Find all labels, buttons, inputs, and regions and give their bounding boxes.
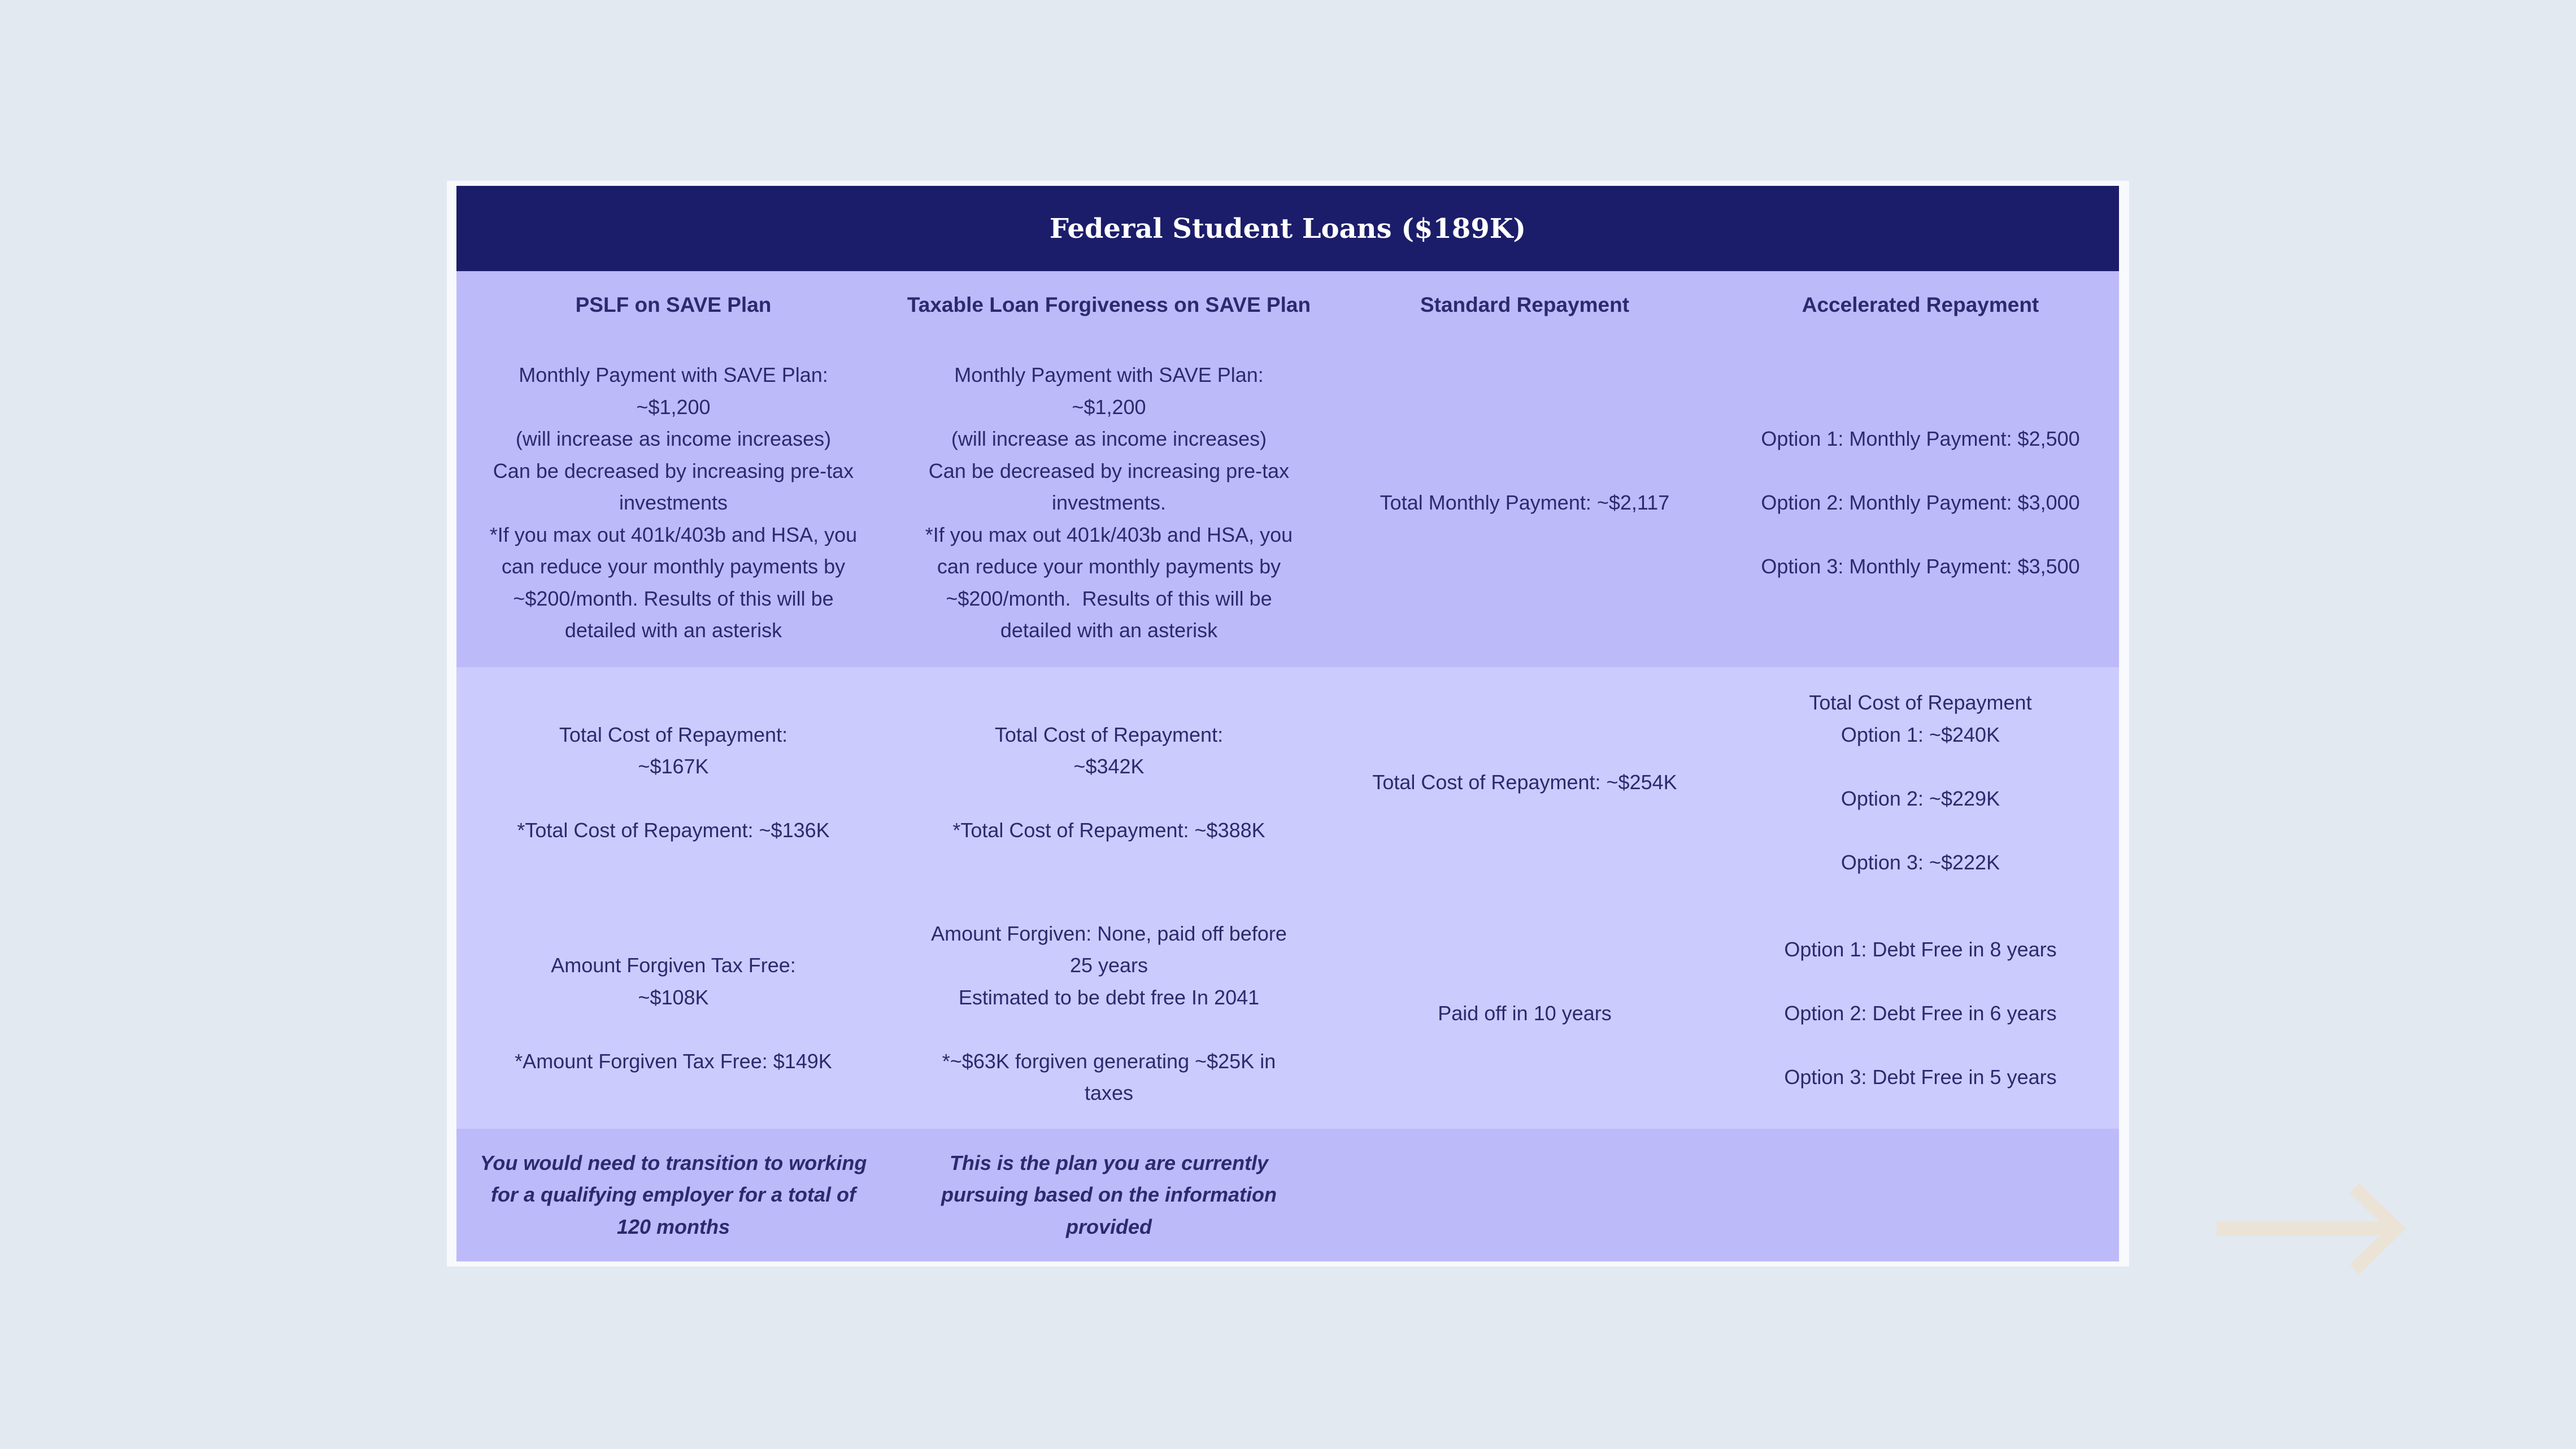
standard-note-cell: [1328, 1129, 1722, 1261]
standard-payoff-cell: Paid off in 10 years: [1438, 1001, 1612, 1025]
arrow-right-icon[interactable]: [2214, 1183, 2407, 1280]
taxable-forgiven-cell: Amount Forgiven: None, paid off before 25 years Estimated to be debt free In 2041 *~$63K forgiven generating ~$25K in taxes: [931, 921, 1287, 1104]
column-header-taxable-forgiveness: Taxable Loan Forgiveness on SAVE Plan: [907, 293, 1311, 316]
accelerated-monthly-cell: Option 1: Monthly Payment: $2,500 Option 2: Monthly Payment: $3,000 Option 3: Monthly Payment: $3,500: [1761, 427, 2080, 578]
accelerated-note-cell: [1722, 1129, 2119, 1261]
standard-cost-cell: Total Cost of Repayment: ~$254K: [1372, 771, 1677, 794]
column-header-pslf: PSLF on SAVE Plan: [575, 293, 772, 316]
column-header-standard: Standard Repayment: [1420, 293, 1630, 316]
column-header-accelerated: Accelerated Repayment: [1802, 293, 2039, 316]
taxable-monthly-cell: Monthly Payment with SAVE Plan: ~$1,200 (will increase as income increases) Can be decreased by increasing pre-tax investments. *If you max out 401k/403b and HSA, you can reduce your monthly payments by ~$200/month. Results of this will be detailed with an asterisk: [925, 363, 1293, 642]
accelerated-payoff-cell: Option 1: Debt Free in 8 years Option 2: Debt Free in 6 years Option 3: Debt Free in 5 years: [1784, 937, 2057, 1089]
pslf-forgiven-cell: Amount Forgiven Tax Free: ~$108K *Amount Forgiven Tax Free: $149K: [515, 954, 832, 1073]
accelerated-cost-cell: Total Cost of Repayment Option 1: ~$240K Option 2: ~$229K Option 3: ~$222K: [1809, 691, 2032, 874]
table-title: Federal Student Loans ($189K): [456, 186, 2119, 271]
pslf-monthly-cell: Monthly Payment with SAVE Plan: ~$1,200 (will increase as income increases) Can be decreased by increasing pre-tax investments *If you max out 401k/403b and HSA, you can reduce your monthly payments by ~$200/month. Results of this will be detailed with an asterisk: [489, 363, 858, 642]
loan-comparison-table: [456, 186, 2119, 1261]
taxable-cost-cell: Total Cost of Repayment: ~$342K *Total Cost of Repayment: ~$388K: [952, 723, 1265, 842]
pslf-note-cell: You would need to transition to working for a qualifying employer for a total of 120 months: [480, 1151, 867, 1238]
taxable-note-cell: This is the plan you are currently pursuing based on the information provided: [941, 1151, 1277, 1238]
standard-monthly-cell: Total Monthly Payment: ~$2,117: [1380, 491, 1670, 515]
pslf-cost-cell: Total Cost of Repayment: ~$167K *Total Cost of Repayment: ~$136K: [517, 723, 830, 842]
